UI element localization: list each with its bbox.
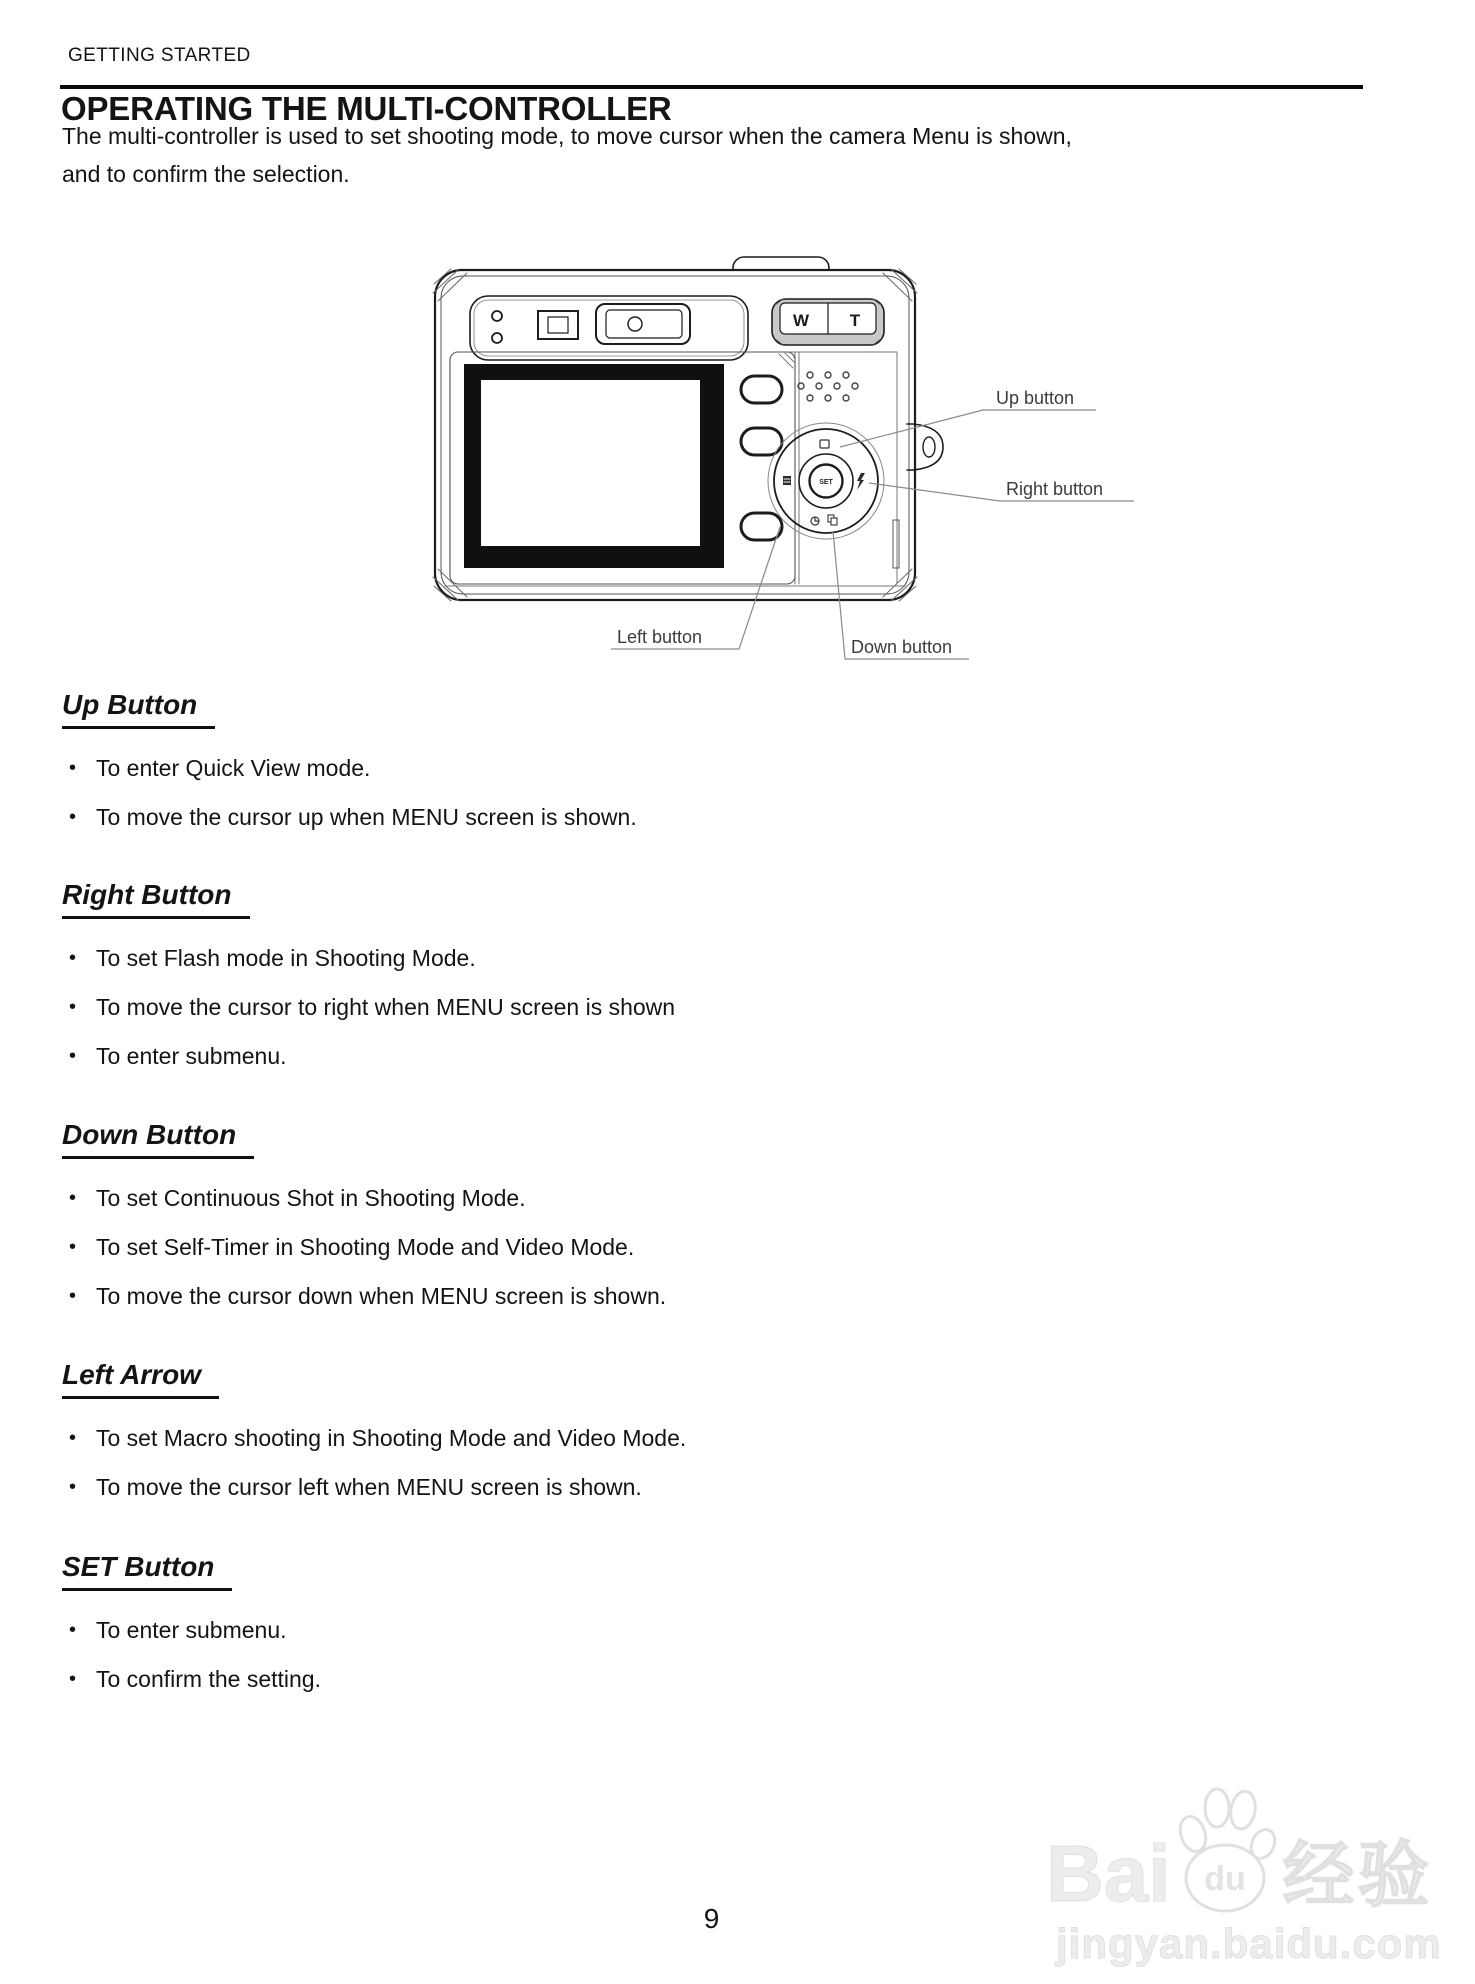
set-button-label: SET xyxy=(819,479,833,486)
section-set-button xyxy=(62,1552,321,1704)
bullet-item xyxy=(62,1223,666,1272)
camera-diagram xyxy=(425,252,1145,672)
watermark-url: jingyan.baidu.com xyxy=(1056,1920,1442,1967)
bullet-item xyxy=(62,1606,321,1655)
bullet-text: To set Self-Timer in Shooting Mode and Video Mode. xyxy=(96,1234,635,1260)
bullet-item xyxy=(62,934,675,983)
watermark-brand-row xyxy=(1046,1762,1442,1918)
bullet-marker: • xyxy=(69,1427,77,1449)
watermark-bai-text: Bai xyxy=(1046,1829,1171,1918)
bullet-marker: • xyxy=(69,1187,77,1209)
bullet-item xyxy=(62,983,675,1032)
bullet-marker: • xyxy=(69,1668,77,1690)
section-heading: Up Button xyxy=(62,690,215,729)
bullet-text: To enter Quick View mode. xyxy=(96,755,371,781)
zoom-wide-label: W xyxy=(792,311,810,330)
baidu-watermark xyxy=(1046,1762,1442,1968)
section-left-arrow xyxy=(62,1360,686,1512)
bullet-item xyxy=(62,744,637,793)
bullet-text: To set Flash mode in Shooting Mode. xyxy=(96,945,476,971)
baidu-paw-icon xyxy=(1173,1770,1277,1918)
intro-line-1: The multi-controller is used to set shooting mode, to move cursor when the camera Menu is shown, xyxy=(62,123,1072,149)
bullet-list xyxy=(62,1414,686,1512)
bullet-marker: • xyxy=(69,1476,77,1498)
watermark-du-text: du xyxy=(1203,1860,1246,1898)
bullet-marker: • xyxy=(69,1285,77,1307)
bullet-list xyxy=(62,744,637,842)
wt-zoom-control xyxy=(772,299,884,345)
bullet-marker: • xyxy=(69,1619,77,1641)
bullet-text: To move the cursor to right when MENU screen is shown xyxy=(96,994,676,1020)
bullet-list xyxy=(62,1606,321,1704)
watermark-cn-text: 经验 xyxy=(1282,1836,1433,1916)
bullet-text: To enter submenu. xyxy=(96,1617,287,1643)
section-right-button xyxy=(62,880,675,1081)
bullet-text: To move the cursor left when MENU screen is shown. xyxy=(96,1474,642,1500)
bullet-item xyxy=(62,1655,321,1704)
page-title: OPERATING THE MULTI-CONTROLLER xyxy=(61,90,672,127)
bullet-text: To move the cursor down when MENU screen is shown. xyxy=(96,1283,667,1309)
bullet-marker: • xyxy=(69,996,77,1018)
left-button-label: Left button xyxy=(617,627,703,647)
down-button-label: Down button xyxy=(851,637,953,657)
header-rule xyxy=(60,85,1363,89)
bullet-marker: • xyxy=(69,1045,77,1067)
bullet-text: To set Macro shooting in Shooting Mode and Video Mode. xyxy=(96,1425,687,1451)
bullet-text: To move the cursor up when MENU screen is shown. xyxy=(96,804,637,830)
bullet-marker: • xyxy=(69,1236,77,1258)
section-heading: Left Arrow xyxy=(62,1360,219,1399)
running-header: GETTING STARTED xyxy=(68,45,251,66)
bullet-text: To set Continuous Shot in Shooting Mode. xyxy=(96,1185,526,1211)
lcd-screen xyxy=(481,380,700,546)
bullet-marker: • xyxy=(69,757,77,779)
section-heading: Right Button xyxy=(62,880,250,919)
bullet-list xyxy=(62,1174,666,1321)
bullet-item xyxy=(62,1174,666,1223)
bullet-item xyxy=(62,793,637,842)
bullet-text: To confirm the setting. xyxy=(96,1666,321,1692)
intro-paragraph xyxy=(62,117,1072,193)
intro-line-2: and to confirm the selection. xyxy=(62,161,350,187)
bullet-item xyxy=(62,1272,666,1321)
section-up-button xyxy=(62,690,637,842)
bullet-item xyxy=(62,1032,675,1081)
macro-icon xyxy=(783,476,791,485)
bullet-marker: • xyxy=(69,947,77,969)
section-heading: SET Button xyxy=(62,1552,232,1591)
zoom-tele-label: T xyxy=(849,311,861,330)
section-down-button xyxy=(62,1120,666,1321)
bullet-marker: • xyxy=(69,806,77,828)
page-number: 9 xyxy=(703,1903,720,1934)
bullet-list xyxy=(62,934,675,1081)
bullet-item xyxy=(62,1463,686,1512)
bullet-text: To enter submenu. xyxy=(96,1043,287,1069)
bullet-item xyxy=(62,1414,686,1463)
right-button-label: Right button xyxy=(1006,479,1104,499)
up-button-label: Up button xyxy=(996,388,1075,408)
section-heading: Down Button xyxy=(62,1120,254,1159)
